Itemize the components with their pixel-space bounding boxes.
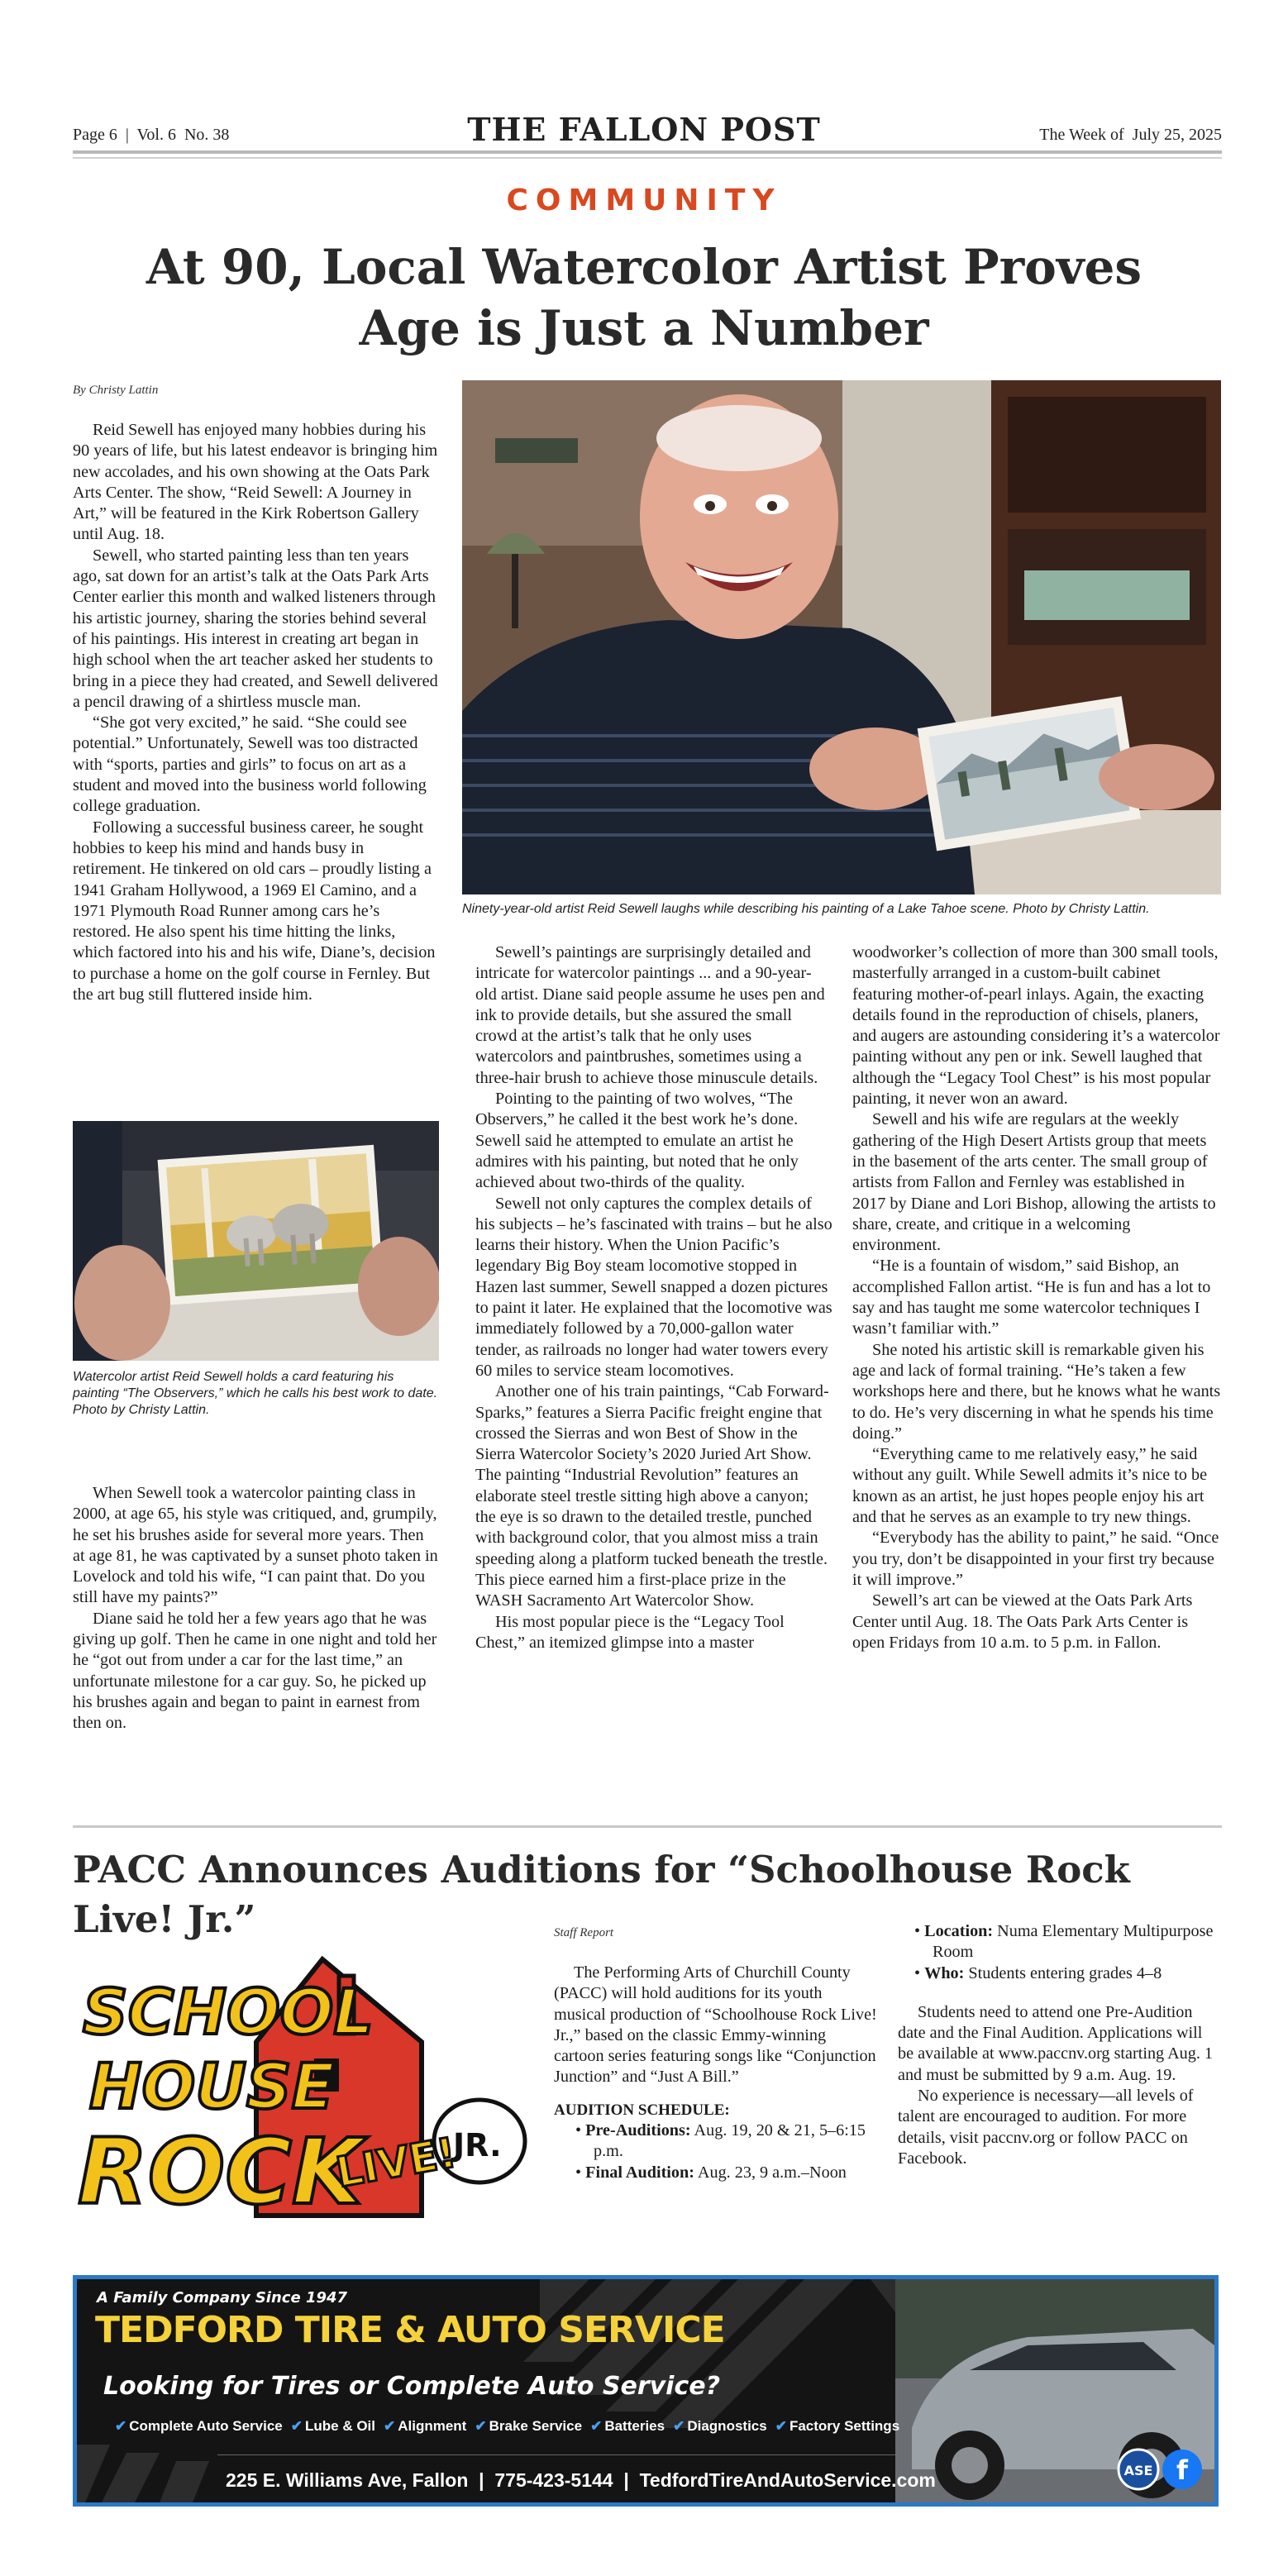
schedule-heading: AUDITION SCHEDULE: — [554, 2101, 730, 2119]
small-photo-caption: Watercolor artist Reid Sewell holds a card featuring his painting “The Observers,” which he calls his best work to date. Photo by Christy Lattin. — [73, 1370, 438, 1417]
article-paragraph: Another one of his train paintings, “Cab Forward-Sparks,” features a Sierra Pacific freight engine that crossed the Sierras and won Best of Show in the Sierra Watercolor Society’s 2020 Juried Art Show. The painting “Industrial Revolution” features an elaborate steel trestle sitting high above a canyon; the eye is so drawn to the detailed trestle, punched with background color, that you almost miss a train speeding along a platform tucked beneath the trestle. This piece earned him a first-place prize in the WASH Sacramento Art Watercolor Show. — [475, 1382, 829, 1610]
headline-line-1: At 90, Local Watercolor Artist Proves — [145, 239, 1143, 295]
article-column-1 — [73, 420, 439, 1005]
article-paragraph: Following a successful business career, he sought hobbies to keep his mind and hands busy in retirement. He tinkered on old cars – proudly listing a 1941 Graham Hollywood, a 1969 El Camino, and a 1971 Plymouth Road Runner among cars he’s restored. He also spent his time hitting the links, which factored into his and his wife, Diane’s, decision to purchase a home on the golf course in Fernley. But the art bug still fluttered inside him. — [73, 818, 436, 1004]
check-icon: ✔ — [290, 2418, 303, 2434]
facebook-icon[interactable] — [1162, 2450, 1202, 2489]
article-paragraph: Sewell and his wife are regulars at the weekly gathering of the High Desert Artists group that meets in the basement of the arts center. The small group of artists from Fallon and Fernley was established in 2017 by Diane and Lori Bishop, allowing the artists to share, create, and critique in a welcoming environment. — [852, 1110, 1216, 1255]
ad-slogan: Looking for Tires or Complete Auto Service? — [103, 2372, 721, 2401]
schoolhouse-rock-logo — [74, 1943, 537, 2224]
week-label: The Week of — [1039, 126, 1124, 144]
tedford-tire-ad[interactable] — [73, 2275, 1219, 2507]
article-paragraph: “She got very excited,” he said. “She could see potential.” Unfortunately, Sewell was too distracted with “sports, parties and girls” to focus on art as a student and moved into the business world following college graduation. — [73, 713, 427, 816]
article-paragraph: Pointing to the painting of two wolves, “The Observers,” he called it the best work he’s done. Sewell said he attempted to emulate an artist he admires with his painting, but noted that he only achieved about two-thirds of the quality. — [475, 1090, 799, 1192]
article-paragraph: Sewell not only captures the complex details of his subjects – he’s fascinated with trains – but he also learns their history. When the Union Pacific’s legendary Big Boy steam locomotive stopped in Hazen last summer, Sewell snapped a dozen pictures to paint it later. He explained that the locomotive was immediately followed by a 70,000-gallon water tender, as railroads no longer had water towers every 60 miles to service steam locomotives. — [475, 1194, 832, 1380]
logo-word-house: HOUSE — [89, 2049, 335, 2123]
detail-item: • Location: Numa Elementary Multipurpose Room — [914, 1922, 1214, 1962]
check-icon: ✔ — [590, 2418, 603, 2434]
headline-line-2: Age is Just a Number — [359, 300, 929, 356]
schedule-item: • Pre-Auditions: Aug. 19, 20 & 21, 5–6:15 p.m. — [575, 2121, 866, 2161]
detail-item-value: Students entering grades 4–8 — [968, 1963, 1162, 1982]
article-paragraph: Sewell’s paintings are surprisingly detailed and intricate for watercolor paintings ... and a 90-year-old artist. Diane said people assume he uses pen and ink to provide details, but she assured the small crowd at the artist’s talk that he only uses watercolors and paintbrushes, sometimes using a three-hair brush to achieve those minuscule details. — [475, 943, 825, 1087]
newspaper-title: THE FALLON POST — [467, 111, 821, 148]
pacc-column-2 — [898, 1921, 1222, 2169]
ase-badge-label: ASE — [1123, 2463, 1153, 2478]
schedule-item-label: Pre-Auditions: — [585, 2121, 691, 2140]
article-paragraph: When Sewell took a watercolor painting class in 2000, at age 65, his style was critiqued, and, grumpily, he set his brushes aside for several more years. Then at age 81, he was captivated by a sunset photo taken in Lovelock and told his wife, “I can paint that. Do you still have my paints?” — [73, 1484, 438, 1607]
check-icon: ✔ — [775, 2418, 787, 2434]
check-icon: ✔ — [673, 2418, 685, 2434]
logo-word-school: SCHOOL — [83, 1975, 374, 2049]
ad-service-item: Brake Service — [489, 2418, 583, 2434]
facebook-glyph: f — [1176, 2454, 1188, 2486]
schedule-item-value: Aug. 23, 9 a.m.–Noon — [697, 2163, 847, 2182]
pacc-intro: The Performing Arts of Churchill County (PACC) will hold auditions for its youth musical production of “Schoolhouse Rock Live! Jr.,” based on the classic Emmy-winning cartoon series featuring songs like “Conjunction Junction” and “Just A Bill.” — [554, 1963, 877, 2087]
article-byline: By Christy Lattin — [73, 384, 159, 397]
main-photo-caption: Ninety-year-old artist Reid Sewell laughs while describing his painting of a Lake Tahoe scene. Photo by Christy Lattin. — [462, 902, 1150, 916]
article-paragraph: Diane said he told her a few years ago that he was giving up golf. Then he came in one night and told her he “got out from under a car for the last time,” an unfortunate milestone for a car guy. So, he picked up his brushes again and began to paint in earnest from then on. — [73, 1609, 437, 1733]
article-column-3 — [852, 942, 1221, 1653]
logo-word-live: LIVE! — [332, 2128, 460, 2197]
article-paragraph: His most popular piece is the “Legacy Tool Chest,” an itemized glimpse into a master — [475, 1612, 785, 1652]
ad-contact-info[interactable]: 225 E. Williams Ave, Fallon | 775-423-5144 | TedfordTireAndAutoService.com — [226, 2469, 936, 2491]
check-icon: ✔ — [475, 2418, 487, 2434]
article-paragraph: “He is a fountain of wisdom,” said Bishop, an accomplished Fallon artist. “He is fun and has a lot to say and has taught me some watercolor techniques I wasn’t familiar with.” — [852, 1257, 1211, 1338]
pacc-headline: PACC Announces Auditions for “Schoolhouse Rock Live! Jr.” — [73, 1848, 1130, 1941]
check-icon: ✔ — [383, 2418, 396, 2434]
detail-item: • Who: Students entering grades 4–8 — [914, 1963, 1162, 1982]
details-list — [898, 1921, 1222, 1984]
logo-word-rock: ROCK — [78, 2119, 363, 2224]
ad-service-item: Batteries — [604, 2418, 665, 2434]
ad-service-item: Complete Auto Service — [129, 2418, 283, 2434]
ad-tagline: A Family Company Since 1947 — [97, 2289, 348, 2306]
section-label: COMMUNITY — [506, 184, 782, 217]
logo-word-jr: JR. — [453, 2127, 502, 2163]
wolves-card-photo — [73, 1121, 439, 1361]
article-paragraph: “Everything came to me relatively easy,” he said without any guilt. While Sewell admits it’s nice to be known as an artist, he just hopes people enjoy his art and that he serves as an example to try new things. — [852, 1445, 1208, 1527]
schedule-list — [554, 2120, 878, 2183]
issue-date — [1039, 126, 1222, 145]
pacc-paragraph: Students need to attend one Pre-Audition date and the Final Audition. Applications will be available at www.paccnv.org starting Aug. 1 and must be submitted by 9 a.m. Aug. 19. — [898, 2002, 1214, 2084]
masthead-rule — [73, 150, 1222, 154]
article-column-1-continued — [73, 1483, 439, 1734]
detail-item-label: Who: — [924, 1963, 965, 1982]
ad-business-name: TEDFORD TIRE & AUTO SERVICE — [95, 2309, 725, 2351]
article-paragraph: Sewell’s art can be viewed at the Oats Park Arts Center until Aug. 18. The Oats Park Arts Center is open Fridays from 10 a.m. to 5 p.m. in Fallon. — [852, 1591, 1193, 1652]
masthead-rule-thin — [73, 157, 1222, 159]
date-value: July 25, 2025 — [1132, 126, 1222, 144]
article-paragraph: Reid Sewell has enjoyed many hobbies during his 90 years of life, but his latest endeavor is bringing him new accolades, and his own showing at the Oats Park Arts Center. The show, “Reid Sewell: A Journey in Art,” will be featured in the Kirk Robertson Gallery until Aug. 18. — [73, 421, 438, 544]
ad-service-item: Diagnostics — [687, 2418, 767, 2434]
article-divider — [73, 1825, 1222, 1828]
article-headline — [124, 236, 1164, 359]
ad-divider — [217, 2454, 895, 2455]
ad-services-list — [107, 2418, 899, 2435]
page-volume-info: Page 6 | Vol. 6 No. 38 — [73, 126, 230, 144]
pacc-paragraphs — [898, 2002, 1222, 2169]
pacc-paragraph: No experience is necessary—all levels of talent are encouraged to audition. For more details, visit paccnv.org or follow PACC on Facebook. — [898, 2087, 1194, 2168]
check-icon: ✔ — [115, 2418, 127, 2434]
detail-item-value: Numa Elementary Multipurpose Room — [933, 1922, 1214, 1962]
article-column-2 — [475, 942, 832, 1653]
ase-badge-icon — [1119, 2450, 1158, 2489]
staff-byline: Staff Report — [554, 1926, 614, 1939]
article-paragraph: She noted his artistic skill is remarkable given his age and lack of formal training. “He’s taken a few workshops here and there, but he knows what he wants to do. He’s very discerning in what he spends his time doing.” — [852, 1340, 1221, 1443]
detail-item-label: Location: — [924, 1922, 994, 1940]
ad-service-item: Alignment — [398, 2418, 467, 2434]
schedule-item-value: Aug. 19, 20 & 21, 5–6:15 p.m. — [594, 2121, 866, 2161]
ad-service-item: Lube & Oil — [304, 2418, 375, 2434]
ad-service-item: Factory Settings — [789, 2418, 900, 2434]
article-paragraph: “Everybody has the ability to paint,” he said. “Once you try, don’t be disappointed in your first try because it will improve.” — [852, 1529, 1219, 1589]
article-paragraph: woodworker’s collection of more than 300 small tools, masterfully arranged in a custom-built cabinet featuring mother-of-pearl inlays. Again, the exacting details found in the reproduction of chisels, planers, and augers are astounding considering it’s a watercolor painting without any pen or ink. Sewell laughed that although the “Legacy Tool Chest” is his most popular painting, it never won an award. — [852, 943, 1220, 1109]
schedule-item-label: Final Audition: — [585, 2163, 694, 2182]
main-artist-photo — [462, 380, 1221, 894]
pacc-column-1 — [554, 1963, 878, 2183]
article-paragraph: Sewell, who started painting less than ten years ago, sat down for an artist’s talk at the Oats Park Arts Center earlier this month and walked listeners through his artistic journey, sharing the stories behind several of his paintings. His interest in creating art began in high school when the art teacher asked her students to bring in a piece they had created, and Sewell delivered a pencil drawing of a shirtless muscle man. — [73, 546, 438, 711]
schedule-item: • Final Audition: Aug. 23, 9 a.m.–Noon — [575, 2163, 847, 2182]
